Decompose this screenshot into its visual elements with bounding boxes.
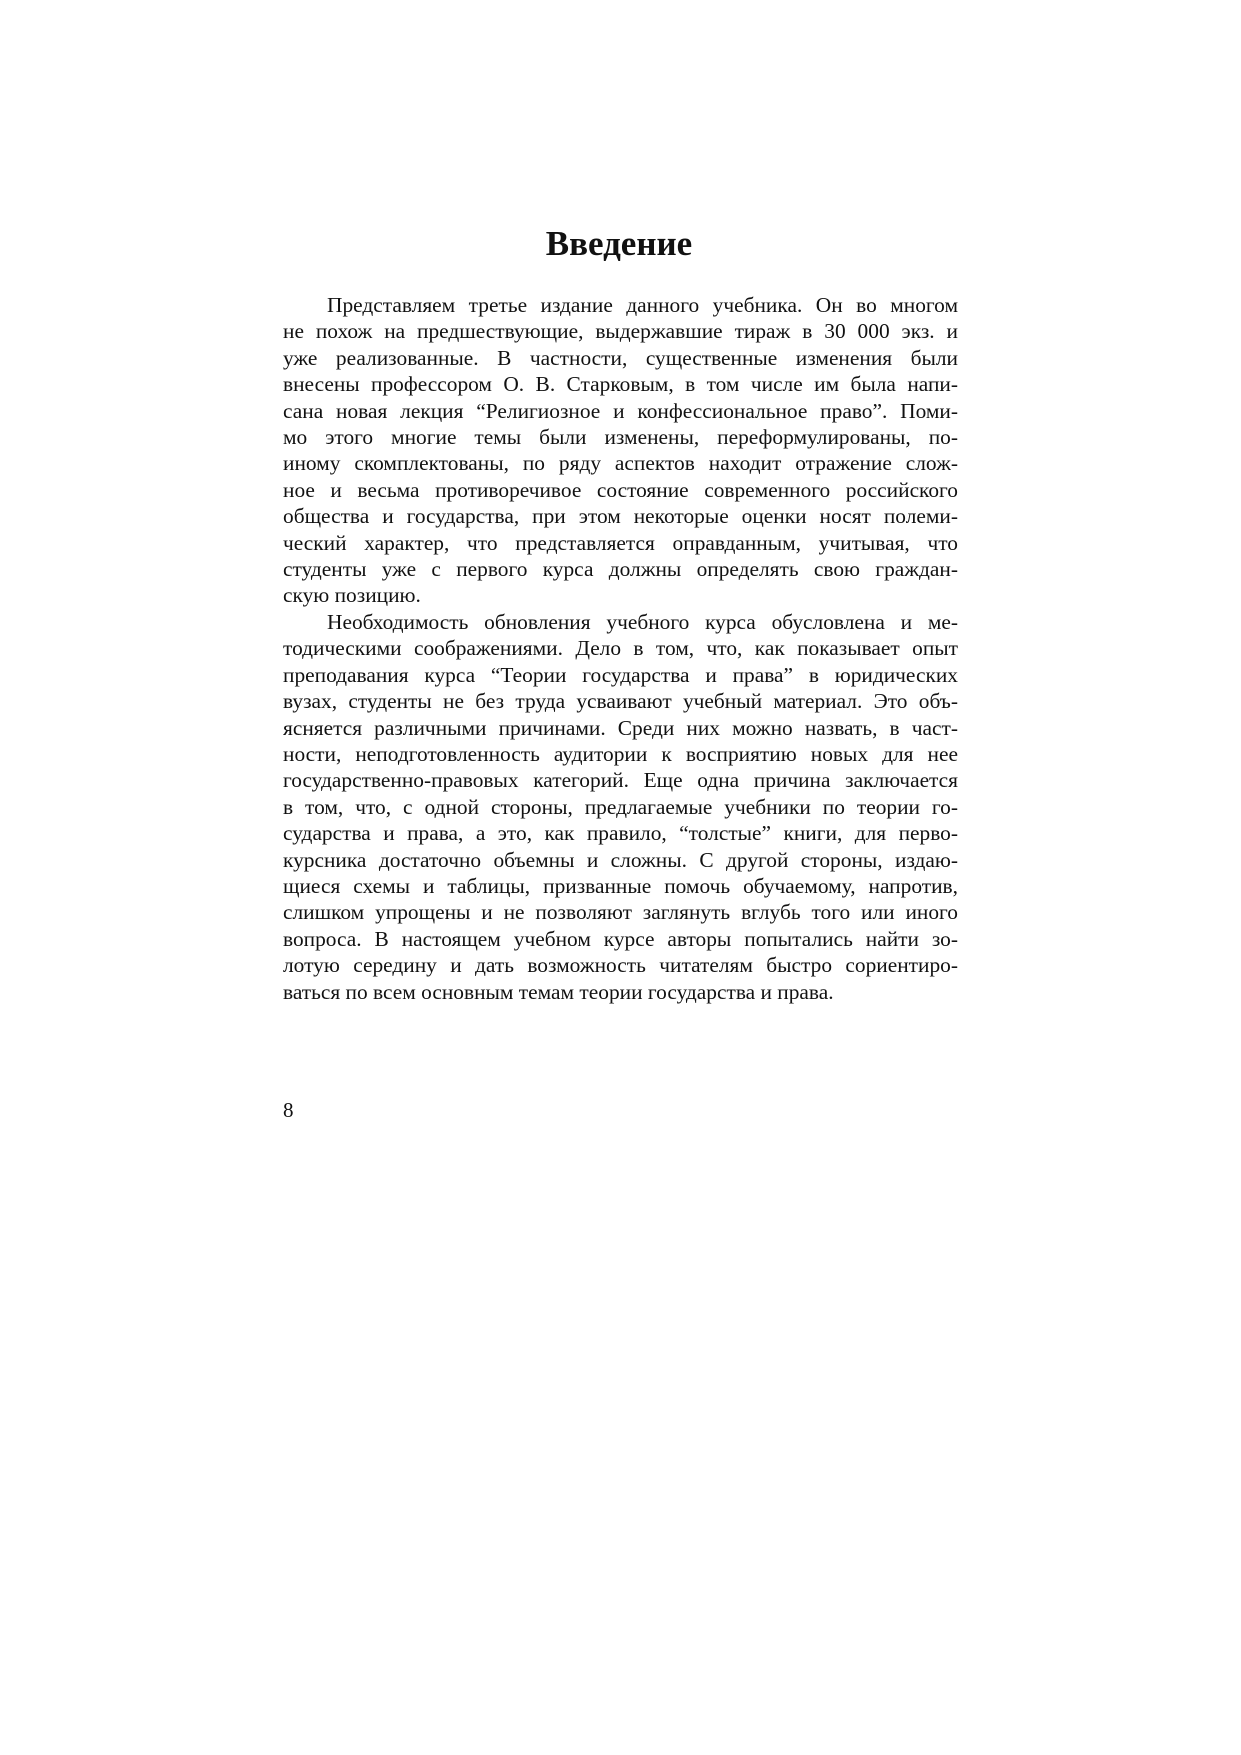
text-line: курсника достаточно объемны и сложны. С другой стороны, издаю- (283, 847, 958, 872)
text-line: щиеся схемы и таблицы, призванные помочь обучаемому, напротив, (283, 873, 958, 898)
paragraph-2 (283, 609, 958, 1005)
text-line: ности, неподготовленность аудитории к восприятию новых для нее (283, 741, 958, 766)
text-line: общества и государства, при этом некоторые оценки носят полеми- (283, 504, 958, 529)
text-line: Представляем третье издание данного учебника. Он во многом (327, 293, 958, 317)
paragraph-1 (283, 292, 958, 609)
text-line: студенты уже с первого курса должны определять свою граждан- (283, 557, 958, 582)
text-line: мо этого многие темы были изменены, переформулированы, по- (283, 425, 958, 450)
text-line: сударства и права, а это, как правило, “толстые” книги, для перво- (283, 821, 958, 846)
text-line: внесены профессором О. В. Старковым, в том числе им была напи- (283, 372, 958, 397)
text-line: Необходимость обновления учебного курса обусловлена и ме- (327, 609, 958, 634)
text-line: преподавания курса “Теории государства и права” в юридических (283, 662, 958, 687)
text-line: ваться по всем основным темам теории государства и права. (283, 979, 834, 1004)
text-line: вузах, студенты не без труда усваивают учебный материал. Это объ- (283, 689, 958, 714)
text-line: в том, что, с одной стороны, предлагаемые учебники по теории го- (283, 794, 958, 819)
text-line: вопроса. В настоящем учебном курсе авторы попытались найти зо- (283, 926, 958, 951)
text-line: государственно-правовых категорий. Еще одна причина заключается (283, 768, 958, 793)
text-line: скую позицию. (283, 583, 421, 608)
text-line: лотую середину и дать возможность читателям быстро сориентиро- (283, 953, 958, 978)
text-line: тодическими соображениями. Дело в том, что, как показывает опыт (283, 636, 958, 661)
page-title: Введение (545, 224, 693, 263)
text-line: ное и весьма противоречивое состояние современного российского (283, 477, 958, 502)
text-line: иному скомплектованы, по ряду аспектов находит отражение слож- (283, 451, 958, 476)
text-line: уже реализованные. В частности, существенные изменения были (283, 345, 958, 370)
text-line: ческий характер, что представляется оправданным, учитывая, что (283, 530, 958, 555)
body-text (283, 292, 958, 1005)
text-line: не похож на предшествующие, выдержавшие тираж в 30 000 экз. и (283, 319, 958, 344)
page-number: 8 (283, 1098, 294, 1122)
text-line: сана новая лекция “Религиозное и конфессиональное право”. Поми- (283, 398, 958, 423)
text-line: слишком упрощены и не позволяют заглянуть вглубь того или иного (283, 900, 958, 925)
text-line: ясняется различными причинами. Среди них можно назвать, в част- (283, 715, 958, 740)
